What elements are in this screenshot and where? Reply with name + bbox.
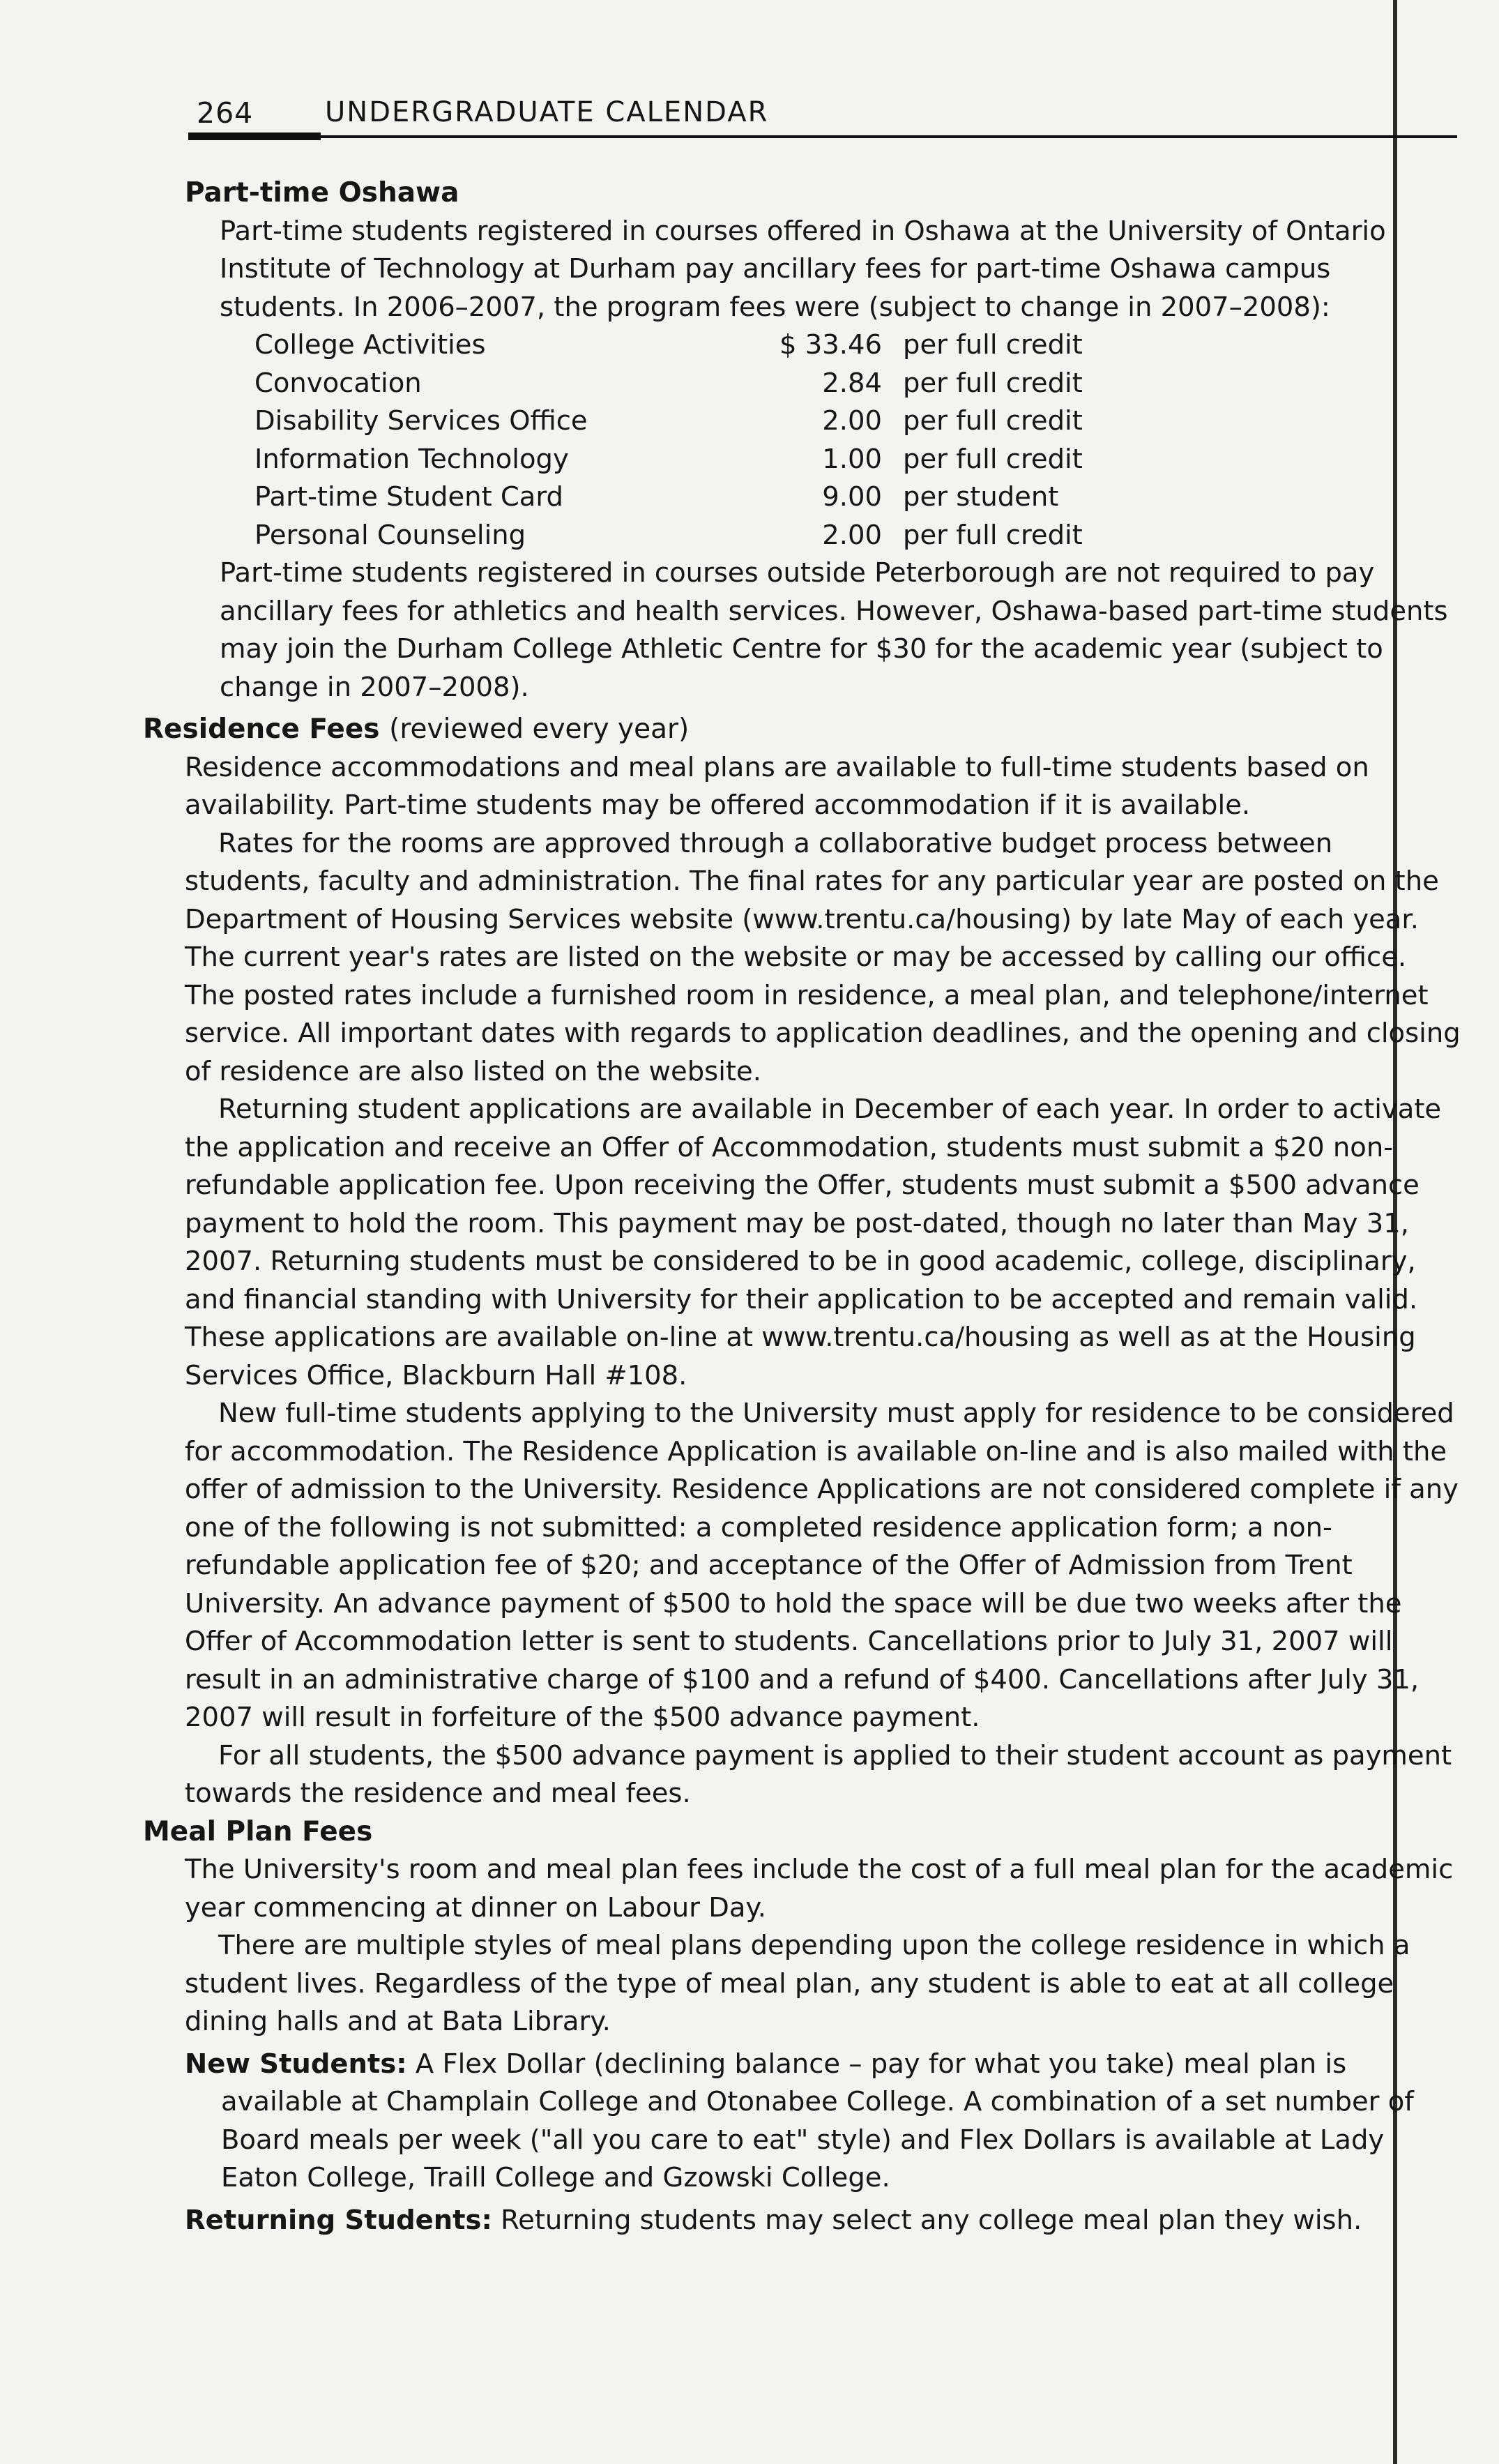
returning-students-text: Returning students may select any college meal plan they wish. — [501, 2204, 1362, 2236]
table-row — [254, 365, 1083, 403]
heading-residence-fees — [143, 711, 1461, 749]
heading-part-time-oshawa: Part-time Oshawa — [185, 177, 459, 209]
residence-paragraph: For all students, the $500 advance payment is applied to their student account as payment towards the residence and meal fees. — [185, 1739, 1452, 1809]
fee-amount: 9.00 — [822, 481, 882, 513]
fee-amount: 2.00 — [822, 519, 882, 551]
page-header — [188, 91, 1457, 139]
running-head: UNDERGRADUATE CALENDAR — [325, 96, 769, 128]
returning-students-label: Returning Students: — [185, 2204, 492, 2236]
fee-amount: 2.00 — [822, 405, 882, 437]
header-rule-thick — [188, 133, 321, 140]
residence-fees-note: (reviewed every year) — [389, 713, 690, 745]
fee-amount: $ 33.46 — [779, 329, 882, 361]
fee-item: Part-time Student Card — [254, 481, 563, 513]
fee-unit: per student — [903, 481, 1059, 513]
oshawa-intro: Part-time students registered in courses offered in Oshawa at the University of Ontario Institute of Technology at Durham pay ancillary fees for part-time Oshawa campus students. In 2006–2007, the program fees were (subject to change in 2007–2008): — [220, 215, 1386, 323]
fee-item: Information Technology — [254, 443, 569, 475]
oshawa-fee-table — [254, 326, 1083, 554]
new-students-item — [185, 2046, 1461, 2198]
meal-plan-paragraph: The University's room and meal plan fees include the cost of a full meal plan for the academic year commencing at dinner on Labour Day. — [185, 1854, 1454, 1923]
fee-amount: 2.84 — [822, 367, 882, 399]
fee-item: Convocation — [254, 367, 422, 399]
page-content — [143, 174, 1461, 2239]
returning-students-item — [185, 2202, 1461, 2240]
new-students-label: New Students: — [185, 2048, 407, 2080]
meal-plan-paragraph: There are multiple styles of meal plans depending upon the college residence in which a student lives. Regardless of the type of meal plan, any student is able to eat at all college dining halls and at Bata Library. — [185, 1930, 1410, 2037]
table-row — [254, 326, 1083, 365]
fee-item: Personal Counseling — [254, 519, 526, 551]
fee-unit: per full credit — [903, 367, 1083, 399]
fee-item: College Activities — [254, 329, 486, 361]
new-students-text: A Flex Dollar (declining balance – pay for what you take) meal plan is available at Champlain College and Otonabee College. A combination of a set number of Board meals per week ("all you care to eat" style) and Flex Dollars is available at Lady Eaton College, Traill College and Gzowski College. — [221, 2048, 1414, 2193]
fee-item: Disability Services Office — [254, 405, 588, 437]
fee-unit: per full credit — [903, 443, 1083, 475]
fee-unit: per full credit — [903, 519, 1083, 551]
section-meal-plan-fees — [143, 1813, 1461, 2240]
table-row — [254, 478, 1083, 517]
fee-unit: per full credit — [903, 329, 1083, 361]
section-part-time-oshawa — [143, 174, 1461, 706]
table-row — [254, 517, 1083, 555]
residence-paragraph: New full-time students applying to the University must apply for residence to be considered for accommodation. The Residence Application is available on-line and is also mailed with the offer of admission to the University. Residence Applications are not considered complete if any one of the following is not submitted: a completed residence application form; a non-refundable application fee of $20; and acceptance of the Offer of Admission from Trent University. An advance payment of $500 to hold the space will be due two weeks after the Offer of Accommodation letter is sent to students. Cancellations prior to July 31, 2007 will result in an administrative charge of $100 and a refund of $400. Cancellations after July 31, 2007 will result in forfeiture of the $500 advance payment. — [185, 1398, 1459, 1733]
residence-paragraph: Returning student applications are available in December of each year. In order to activate the application and receive an Offer of Accommodation, students must submit a $20 non-refundable application fee. Upon receiving the Offer, students must submit a $500 advance payment to hold the room. This payment may be post-dated, though no later than May 31, 2007. Returning students must be considered to be in good academic, college, disciplinary, and financial standing with University for their application to be accepted and remain valid. These applications are available on-line at www.trentu.ca/housing as well as at the Housing Services Office, Blackburn Hall #108. — [185, 1094, 1442, 1391]
fee-unit: per full credit — [903, 405, 1083, 437]
table-row — [254, 441, 1083, 479]
residence-paragraph: Residence accommodations and meal plans are available to full-time students based on availability. Part-time students may be offered accommodation if it is available. — [185, 751, 1369, 821]
residence-paragraph: Rates for the rooms are approved through a collaborative budget process between students, faculty and administration. The final rates for any particular year are posted on the Department of Housing Services website (www.trentu.ca/housing) by late May of each year. The current year's rates are listed on the website or may be accessed by calling our office. The posted rates include a furnished room in residence, a meal plan, and telephone/internet service. All important dates with regards to application deadlines, and the opening and closing of residence are also listed on the website. — [185, 827, 1461, 1087]
residence-fees-title: Residence Fees — [143, 713, 380, 745]
oshawa-after-text: Part-time students registered in courses outside Peterborough are not required to pay ancillary fees for athletics and health services. However, Oshawa-based part-time students may join the Durham College Athletic Centre for $30 for the academic year (subject to change in 2007–2008). — [220, 557, 1448, 703]
fee-amount: 1.00 — [822, 443, 882, 475]
heading-meal-plan-fees: Meal Plan Fees — [143, 1815, 373, 1847]
header-rule — [321, 135, 1457, 138]
table-row — [254, 402, 1083, 441]
page-number: 264 — [197, 96, 254, 130]
section-residence-fees — [143, 711, 1461, 1813]
